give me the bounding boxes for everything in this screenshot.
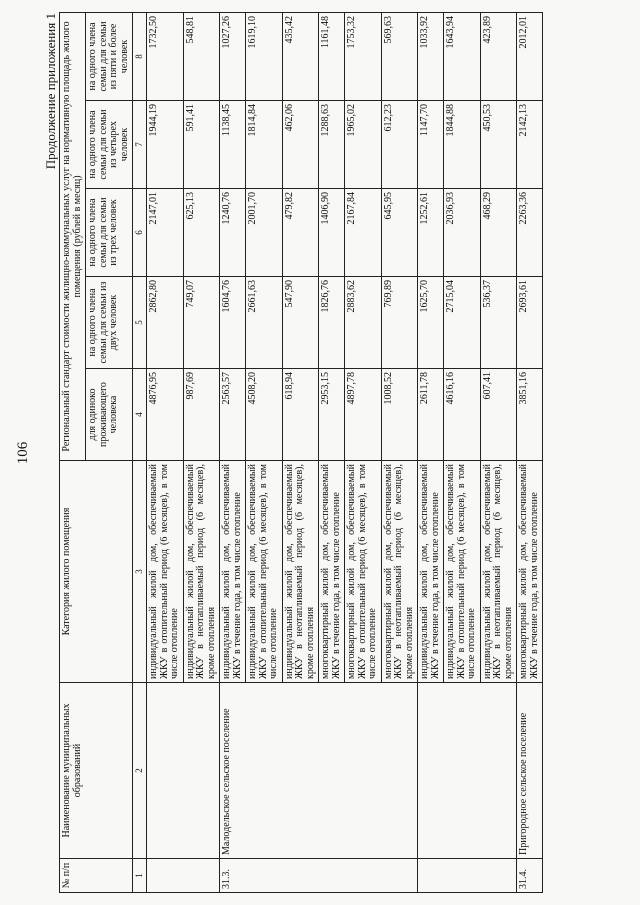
- standard-value-cell: 1288,63: [319, 100, 345, 188]
- appendix-title: Продолжение приложения 1: [43, 12, 58, 169]
- standard-value-cell: 612,23: [381, 100, 418, 188]
- table-body: [147, 12, 543, 892]
- header-municipality: Наименование муниципальных образований: [60, 682, 133, 858]
- standard-value-cell: 2012,01: [517, 12, 543, 100]
- standard-value-cell: 607,41: [480, 368, 517, 460]
- standard-value-cell: 1008,52: [381, 368, 418, 460]
- housing-category: индивидуальный жилой дом, обеспечиваемый ЖКУ в неотапливаемый период (6 месяцев), кроме отопления: [480, 460, 517, 682]
- standard-value-cell: 548,81: [183, 12, 220, 100]
- housing-category: индивидуальный жилой дом, обеспечиваемый ЖКУ в отопительный период (6 месяцев), в том числе отопление: [444, 460, 481, 682]
- standard-value-cell: 4508,20: [246, 368, 283, 460]
- header-single: для одиноко проживающего человека: [86, 368, 133, 460]
- standard-value-cell: 1753,32: [345, 12, 382, 100]
- column-index-cell: 5: [133, 276, 147, 368]
- standard-value-cell: 2953,15: [319, 368, 345, 460]
- standard-value-cell: 1252,61: [418, 188, 444, 276]
- standard-value-cell: 1619,10: [246, 12, 283, 100]
- standard-value-cell: 1138,45: [220, 100, 246, 188]
- standard-value-cell: 423,89: [480, 12, 517, 100]
- table-row: [517, 12, 543, 892]
- municipality-name: Малодельское сельское поселение: [220, 682, 418, 858]
- row-number: [418, 858, 517, 892]
- standard-value-cell: 618,94: [282, 368, 319, 460]
- header-family-5: на одного члена семьи для семьи из пяти и более человек: [86, 12, 133, 100]
- housing-standards-table: [59, 11, 543, 892]
- municipality-name: Пригородное сельское поселение: [517, 682, 543, 858]
- table-row: [147, 12, 184, 892]
- standard-value-cell: 1406,90: [319, 188, 345, 276]
- header-category: Категория жилого помещения: [60, 460, 133, 682]
- housing-category: многоквартирный жилой дом, обеспечиваемый ЖКУ в течение года, в том числе отопление: [319, 460, 345, 682]
- housing-category: индивидуальный жилой дом, обеспечиваемый ЖКУ в отопительный период (6 месяцев), в том числе отопление: [246, 460, 283, 682]
- header-family-4: на одного члена семьи для семьи из четырех человек: [86, 100, 133, 188]
- header-standard-group: Региональный стандарт стоимости жилищно-коммунальных услуг на нормативную площадь жилого помещения (рублей в месяц): [60, 12, 86, 460]
- column-index-cell: 8: [133, 12, 147, 100]
- column-index-cell: 1: [133, 858, 147, 892]
- standard-value-cell: 450,53: [480, 100, 517, 188]
- standard-value-cell: 547,90: [282, 276, 319, 368]
- standard-value-cell: 2563,57: [220, 368, 246, 460]
- row-number: [147, 858, 220, 892]
- header-row: [60, 12, 86, 892]
- standard-value-cell: 1643,94: [444, 12, 481, 100]
- standard-value-cell: 591,41: [183, 100, 220, 188]
- document-page: [15, 13, 625, 893]
- housing-category: индивидуальный жилой дом, обеспечиваемый ЖКУ в течение года, в том числе отопление: [220, 460, 246, 682]
- standard-value-cell: 769,89: [381, 276, 418, 368]
- standard-value-cell: 1944,19: [147, 100, 184, 188]
- page-number: 106: [15, 441, 31, 464]
- column-index-cell: 3: [133, 460, 147, 682]
- table-row: [220, 12, 246, 892]
- standard-value-cell: 1027,26: [220, 12, 246, 100]
- row-number: 31.3.: [220, 858, 418, 892]
- housing-category: индивидуальный жилой дом, обеспечиваемый ЖКУ в неотапливаемый период (6 месяцев), кроме отопления: [282, 460, 319, 682]
- table-row: [418, 12, 444, 892]
- standard-value-cell: 3851,16: [517, 368, 543, 460]
- standard-value-cell: 2611,78: [418, 368, 444, 460]
- standard-value-cell: 569,63: [381, 12, 418, 100]
- standard-value-cell: 1161,48: [319, 12, 345, 100]
- standard-value-cell: 2142,13: [517, 100, 543, 188]
- standard-value-cell: 2661,63: [246, 276, 283, 368]
- standard-value-cell: 749,07: [183, 276, 220, 368]
- housing-category: многоквартирный жилой дом, обеспечиваемый ЖКУ в течение года, в том числе отопление: [517, 460, 543, 682]
- housing-category: индивидуальный жилой дом, обеспечиваемый ЖКУ в течение года, в том числе отопление: [418, 460, 444, 682]
- housing-category: индивидуальный жилой дом, обеспечиваемый ЖКУ в отопительный период (6 месяцев), в том числе отопление: [147, 460, 184, 682]
- standard-value-cell: 1814,84: [246, 100, 283, 188]
- standard-value-cell: 1826,76: [319, 276, 345, 368]
- standard-value-cell: 1625,70: [418, 276, 444, 368]
- standard-value-cell: 2715,04: [444, 276, 481, 368]
- municipality-name: [418, 682, 517, 858]
- standard-value-cell: 1033,92: [418, 12, 444, 100]
- header-family-3: на одного члена семьи для семьи из трех человек: [86, 188, 133, 276]
- standard-value-cell: 1732,50: [147, 12, 184, 100]
- standard-value-cell: 1240,76: [220, 188, 246, 276]
- header-number: № п/п: [60, 858, 133, 892]
- column-index-cell: 6: [133, 188, 147, 276]
- standard-value-cell: 4897,78: [345, 368, 382, 460]
- standard-value-cell: 2263,36: [517, 188, 543, 276]
- standard-value-cell: 2001,70: [246, 188, 283, 276]
- standard-value-cell: 468,29: [480, 188, 517, 276]
- standard-value-cell: 625,13: [183, 188, 220, 276]
- standard-value-cell: 2862,80: [147, 276, 184, 368]
- standard-value-cell: 1844,88: [444, 100, 481, 188]
- standard-value-cell: 435,42: [282, 12, 319, 100]
- standard-value-cell: 2167,84: [345, 188, 382, 276]
- standard-value-cell: 987,69: [183, 368, 220, 460]
- standard-value-cell: 2693,61: [517, 276, 543, 368]
- standard-value-cell: 4876,95: [147, 368, 184, 460]
- standard-value-cell: 645,95: [381, 188, 418, 276]
- standard-value-cell: 2883,62: [345, 276, 382, 368]
- column-index-cell: 2: [133, 682, 147, 858]
- column-index-cell: 7: [133, 100, 147, 188]
- standard-value-cell: 1965,02: [345, 100, 382, 188]
- housing-category: индивидуальный жилой дом, обеспечиваемый ЖКУ в неотапливаемый период (6 месяцев), кроме отопления: [183, 460, 220, 682]
- standard-value-cell: 479,82: [282, 188, 319, 276]
- column-index-row: [133, 12, 147, 892]
- standard-value-cell: 1147,70: [418, 100, 444, 188]
- standard-value-cell: 536,37: [480, 276, 517, 368]
- standard-value-cell: 2147,01: [147, 188, 184, 276]
- column-index-cell: 4: [133, 368, 147, 460]
- standard-value-cell: 1604,76: [220, 276, 246, 368]
- standard-value-cell: 462,06: [282, 100, 319, 188]
- row-number: 31.4.: [517, 858, 543, 892]
- housing-category: многоквартирный жилой дом, обеспечиваемый ЖКУ в отопительный период (6 месяцев), в том числе отопление: [345, 460, 382, 682]
- housing-category: многоквартирный жилой дом, обеспечиваемый ЖКУ в неотапливаемый период (6 месяцев), кроме отопления: [381, 460, 418, 682]
- header-family-2: на одного члена семьи для семьи из двух человек: [86, 276, 133, 368]
- municipality-name: [147, 682, 220, 858]
- standard-value-cell: 4616,16: [444, 368, 481, 460]
- standard-value-cell: 2036,93: [444, 188, 481, 276]
